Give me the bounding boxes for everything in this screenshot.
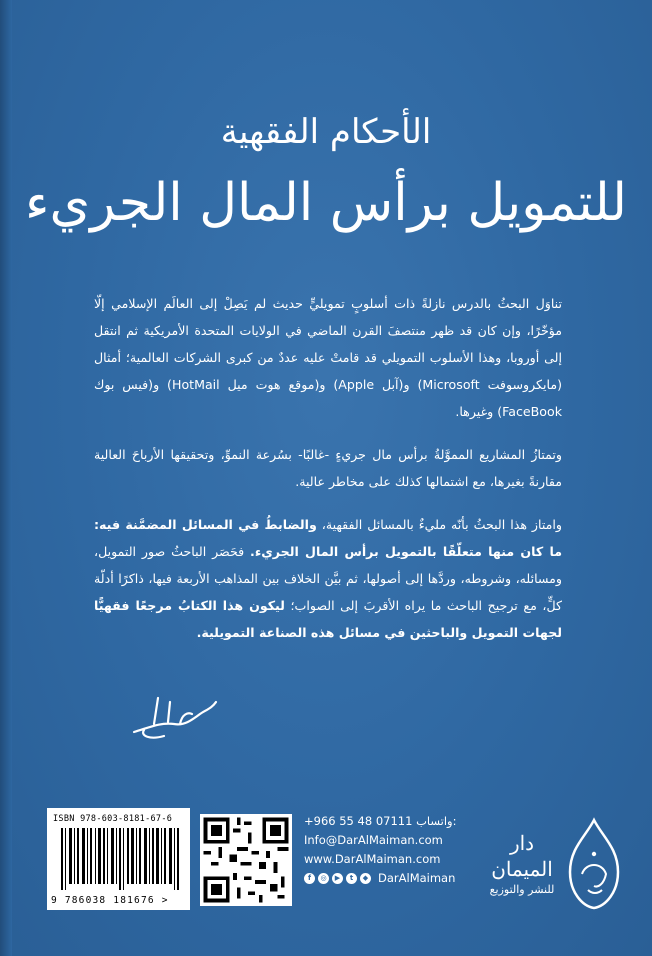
whatsapp-number[interactable]: +966 55 48 07111	[304, 814, 413, 828]
book-subtitle: الأحكام الفقهية	[220, 112, 432, 152]
blurb-p3-b: والضابطُ في المسائل المضمَّنة فيه: ما كان منها متعلّقًا بالتمويل برأس المال الجريء.	[94, 517, 563, 559]
isbn-number: ISBN 978-603-8181-67-6	[53, 814, 173, 824]
barcode-bars	[61, 828, 181, 890]
whatsapp-row	[304, 812, 479, 831]
blurb	[94, 290, 562, 662]
facebook-icon[interactable]: f	[304, 873, 315, 884]
blurb-paragraph-1: تناوَل البحثُ بالدرس نازلةً ذات أسلوبٍ تمويليٍّ حديث لم يَصِلْ إلى العالَم الإسلامي إلّا مؤخّرًا، وإن كان قد ظهر منتصفَ القرن الماضي في الولايات المتحدة الأمريكية ثم انتقل إلى أوروبا، وهذا الأسلوب التمويلي قد قامتْ عليه عددٌ من كبرى الشركات العالمية؛ أمثال (مايكروسوفت Microsoft) و(آبل Apple) و(موقع هوت ميل HotMail) و(فيس بوك FaceBook) وغيرها.	[94, 296, 563, 419]
contact-info	[304, 812, 479, 888]
publisher-name-main: دار الميمان	[491, 831, 553, 881]
email-link[interactable]: Info@DarAlMaiman.com	[304, 833, 443, 847]
instagram-icon[interactable]: ◎	[318, 873, 329, 884]
whatsapp-label: واتساب:	[416, 814, 457, 828]
youtube-icon[interactable]: ▶	[332, 873, 343, 884]
qr-code[interactable]	[200, 814, 292, 906]
publisher-name	[482, 830, 562, 898]
isbn-barcode	[47, 808, 190, 910]
twitter-icon[interactable]: t	[346, 873, 357, 884]
blurb-p3-c: فحَصَر الباحثُ صور التمويل، ومسائله، وشروطه، وردَّها إلى أصولها، ثم بيَّن الخلاف بين المذاهب الأربعة فيها، ذاكرًا أدلّة كلٍّ، مع ترجيح الباحث ما يراه الأقربَ إلى الصواب؛	[94, 544, 562, 613]
publisher-logo-icon	[562, 814, 626, 914]
website-link[interactable]: www.DarAlMaiman.com	[304, 852, 441, 866]
barcode-digits: 9 786038 181676 >	[51, 895, 169, 906]
blurb-p3-a: وامتاز هذا البحثُ بأنّه مليءٌ بالمسائل الفقهية،	[321, 517, 562, 532]
social-row	[304, 869, 479, 888]
social-handle[interactable]: DarAlMaiman	[378, 871, 456, 885]
blurb-p3-d: ليكون هذا الكتابُ مرجعًا فقهيًّا لجهات التمويل والباحثين في مسائل هذه الصناعة التمويلية.	[94, 598, 562, 640]
blurb-paragraph-3	[94, 511, 562, 646]
book-title: للتمويل برأس المال الجريء	[25, 173, 627, 233]
snapchat-icon[interactable]: ◆	[360, 873, 371, 884]
blurb-paragraph-2: وتمتازُ المشاريع المموَّلةُ برأس مال جريءٍ -غالبًا- بسُرعة النموِّ، وتحقيقها الأرباحَ العالية مقارنةً بغيرها، مع اشتمالها كذلك على مخاطر عالية.	[94, 447, 562, 489]
publisher-signature	[130, 684, 220, 744]
publisher-tagline: للنشر والتوزيع	[489, 883, 555, 896]
